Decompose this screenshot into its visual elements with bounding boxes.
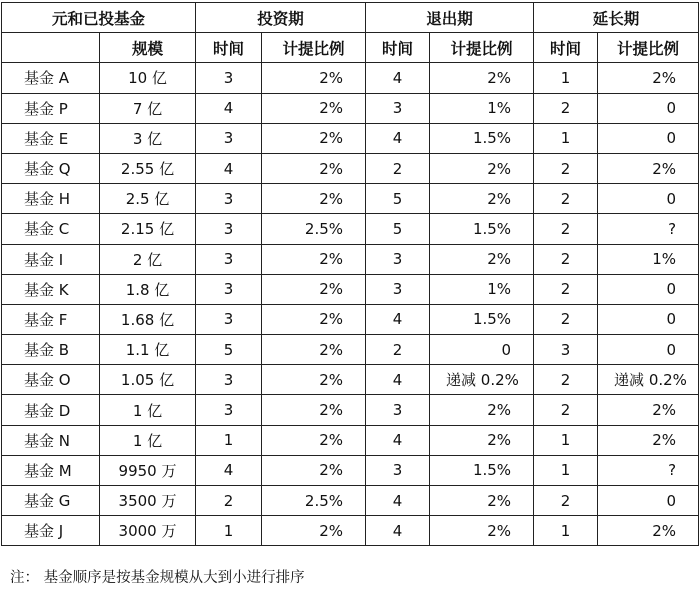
extend-time-cell: 2	[534, 184, 598, 214]
fund-scale-cell: 10 亿	[100, 63, 196, 93]
exit-time-cell: 4	[366, 516, 430, 546]
fund-table	[1, 2, 699, 546]
header-row-groups	[2, 3, 699, 33]
invest-time-cell: 4	[196, 93, 262, 123]
invest-ratio-cell: 2%	[262, 516, 366, 546]
exit-time-cell: 5	[366, 184, 430, 214]
extend-time-cell: 1	[534, 63, 598, 93]
invest-time-cell: 3	[196, 214, 262, 244]
invest-time-cell: 3	[196, 184, 262, 214]
invest-time-cell: 3	[196, 63, 262, 93]
invest-ratio-cell: 2%	[262, 244, 366, 274]
exit-ratio-cell: 2%	[430, 486, 534, 516]
extend-ratio-cell: 0	[598, 184, 699, 214]
exit-time-cell: 3	[366, 244, 430, 274]
exit-ratio-cell: 2%	[430, 153, 534, 183]
header-extend-ratio: 计提比例	[598, 33, 699, 63]
invest-time-cell: 1	[196, 425, 262, 455]
extend-time-cell: 2	[534, 214, 598, 244]
exit-time-cell: 2	[366, 335, 430, 365]
invest-time-cell: 3	[196, 123, 262, 153]
table-row	[2, 214, 699, 244]
invest-time-cell: 4	[196, 455, 262, 485]
extend-time-cell: 2	[534, 395, 598, 425]
extend-ratio-cell: 2%	[598, 153, 699, 183]
extend-ratio-cell: 0	[598, 123, 699, 153]
fund-scale-cell: 7 亿	[100, 93, 196, 123]
invest-ratio-cell: 2%	[262, 395, 366, 425]
header-extension-period: 延长期	[534, 3, 699, 33]
extend-ratio-cell: 1%	[598, 244, 699, 274]
invest-ratio-cell: 2%	[262, 184, 366, 214]
fund-scale-cell: 1.8 亿	[100, 274, 196, 304]
exit-ratio-cell: 0	[430, 335, 534, 365]
fund-name-cell: 基金 B	[2, 335, 100, 365]
extend-time-cell: 1	[534, 123, 598, 153]
extend-ratio-cell: 2%	[598, 516, 699, 546]
table-row	[2, 274, 699, 304]
header-invest-time: 时间	[196, 33, 262, 63]
fund-name-cell: 基金 C	[2, 214, 100, 244]
header-invest-period: 投资期	[196, 3, 366, 33]
fund-name-cell: 基金 N	[2, 425, 100, 455]
exit-ratio-cell: 1%	[430, 274, 534, 304]
invest-ratio-cell: 2%	[262, 365, 366, 395]
extend-ratio-cell: 0	[598, 274, 699, 304]
invest-time-cell: 5	[196, 335, 262, 365]
fund-scale-cell: 1.1 亿	[100, 335, 196, 365]
exit-time-cell: 3	[366, 274, 430, 304]
invest-ratio-cell: 2%	[262, 425, 366, 455]
exit-ratio-cell: 1%	[430, 93, 534, 123]
fund-name-cell: 基金 M	[2, 455, 100, 485]
extend-ratio-cell: 0	[598, 335, 699, 365]
extend-ratio-cell: ?	[598, 455, 699, 485]
exit-ratio-cell: 2%	[430, 184, 534, 214]
exit-ratio-cell: 2%	[430, 244, 534, 274]
extend-time-cell: 2	[534, 304, 598, 334]
fund-scale-cell: 1.05 亿	[100, 365, 196, 395]
exit-time-cell: 4	[366, 425, 430, 455]
table-row	[2, 516, 699, 546]
exit-time-cell: 3	[366, 455, 430, 485]
fund-name-cell: 基金 A	[2, 63, 100, 93]
extend-time-cell: 2	[534, 153, 598, 183]
invest-time-cell: 1	[196, 516, 262, 546]
table-row	[2, 365, 699, 395]
exit-ratio-cell: 2%	[430, 516, 534, 546]
fund-name-cell: 基金 K	[2, 274, 100, 304]
fund-name-cell: 基金 O	[2, 365, 100, 395]
invest-ratio-cell: 2%	[262, 63, 366, 93]
table-row	[2, 335, 699, 365]
exit-ratio-cell: 递减 0.2%	[430, 365, 534, 395]
fund-name-cell: 基金 P	[2, 93, 100, 123]
exit-time-cell: 3	[366, 395, 430, 425]
fund-scale-cell: 2.5 亿	[100, 184, 196, 214]
extend-time-cell: 2	[534, 244, 598, 274]
table-title: 元和已投基金	[2, 3, 196, 33]
extend-ratio-cell: 2%	[598, 425, 699, 455]
header-invest-ratio: 计提比例	[262, 33, 366, 63]
invest-ratio-cell: 2%	[262, 153, 366, 183]
extend-ratio-cell: 0	[598, 93, 699, 123]
extend-time-cell: 1	[534, 516, 598, 546]
fund-scale-cell: 2.15 亿	[100, 214, 196, 244]
table-row	[2, 184, 699, 214]
table-body	[2, 63, 699, 546]
table-row	[2, 455, 699, 485]
exit-ratio-cell: 2%	[430, 395, 534, 425]
table-row	[2, 123, 699, 153]
invest-time-cell: 4	[196, 153, 262, 183]
extend-time-cell: 1	[534, 455, 598, 485]
invest-time-cell: 3	[196, 244, 262, 274]
fund-name-cell: 基金 Q	[2, 153, 100, 183]
extend-time-cell: 2	[534, 365, 598, 395]
extend-ratio-cell: 2%	[598, 395, 699, 425]
header-scale: 规模	[100, 33, 196, 63]
invest-ratio-cell: 2%	[262, 123, 366, 153]
exit-ratio-cell: 2%	[430, 425, 534, 455]
table-row	[2, 63, 699, 93]
table-row	[2, 486, 699, 516]
table-header	[2, 3, 699, 63]
fund-scale-cell: 2 亿	[100, 244, 196, 274]
extend-time-cell: 2	[534, 93, 598, 123]
fund-scale-cell: 3000 万	[100, 516, 196, 546]
header-exit-ratio: 计提比例	[430, 33, 534, 63]
exit-time-cell: 3	[366, 93, 430, 123]
invest-ratio-cell: 2.5%	[262, 214, 366, 244]
fund-scale-cell: 2.55 亿	[100, 153, 196, 183]
table-row	[2, 93, 699, 123]
extend-time-cell: 3	[534, 335, 598, 365]
extend-ratio-cell: 0	[598, 486, 699, 516]
table-row	[2, 425, 699, 455]
exit-ratio-cell: 1.5%	[430, 304, 534, 334]
exit-time-cell: 4	[366, 486, 430, 516]
fund-scale-cell: 1 亿	[100, 425, 196, 455]
exit-ratio-cell: 1.5%	[430, 455, 534, 485]
fund-name-cell: 基金 D	[2, 395, 100, 425]
extend-ratio-cell: 2%	[598, 63, 699, 93]
exit-ratio-cell: 1.5%	[430, 123, 534, 153]
header-extend-time: 时间	[534, 33, 598, 63]
fund-scale-cell: 3 亿	[100, 123, 196, 153]
exit-ratio-cell: 1.5%	[430, 214, 534, 244]
invest-time-cell: 3	[196, 395, 262, 425]
exit-time-cell: 4	[366, 123, 430, 153]
footnote: 注： 基金顺序是按基金规模从大到小进行排序	[10, 570, 305, 586]
table-row	[2, 304, 699, 334]
invest-ratio-cell: 2%	[262, 304, 366, 334]
extend-ratio-cell: 0	[598, 304, 699, 334]
fund-name-cell: 基金 J	[2, 516, 100, 546]
fund-name-cell: 基金 I	[2, 244, 100, 274]
fund-scale-cell: 1.68 亿	[100, 304, 196, 334]
extend-ratio-cell: ?	[598, 214, 699, 244]
invest-ratio-cell: 2.5%	[262, 486, 366, 516]
fund-name-cell: 基金 G	[2, 486, 100, 516]
table-row	[2, 244, 699, 274]
table-row	[2, 395, 699, 425]
extend-time-cell: 2	[534, 486, 598, 516]
header-exit-period: 退出期	[366, 3, 534, 33]
header-row-columns	[2, 33, 699, 63]
invest-time-cell: 3	[196, 304, 262, 334]
extend-ratio-cell: 递减 0.2%	[598, 365, 699, 395]
invest-time-cell: 2	[196, 486, 262, 516]
invest-ratio-cell: 2%	[262, 455, 366, 485]
exit-time-cell: 2	[366, 153, 430, 183]
exit-time-cell: 5	[366, 214, 430, 244]
fund-scale-cell: 1 亿	[100, 395, 196, 425]
exit-time-cell: 4	[366, 365, 430, 395]
invest-ratio-cell: 2%	[262, 335, 366, 365]
fund-scale-cell: 9950 万	[100, 455, 196, 485]
fund-scale-cell: 3500 万	[100, 486, 196, 516]
exit-ratio-cell: 2%	[430, 63, 534, 93]
exit-time-cell: 4	[366, 304, 430, 334]
header-blank-cell	[2, 33, 100, 63]
table-row	[2, 153, 699, 183]
invest-time-cell: 3	[196, 365, 262, 395]
fund-name-cell: 基金 E	[2, 123, 100, 153]
exit-time-cell: 4	[366, 63, 430, 93]
fund-name-cell: 基金 F	[2, 304, 100, 334]
fund-name-cell: 基金 H	[2, 184, 100, 214]
extend-time-cell: 2	[534, 274, 598, 304]
invest-ratio-cell: 2%	[262, 274, 366, 304]
extend-time-cell: 1	[534, 425, 598, 455]
invest-ratio-cell: 2%	[262, 93, 366, 123]
header-exit-time: 时间	[366, 33, 430, 63]
invest-time-cell: 3	[196, 274, 262, 304]
